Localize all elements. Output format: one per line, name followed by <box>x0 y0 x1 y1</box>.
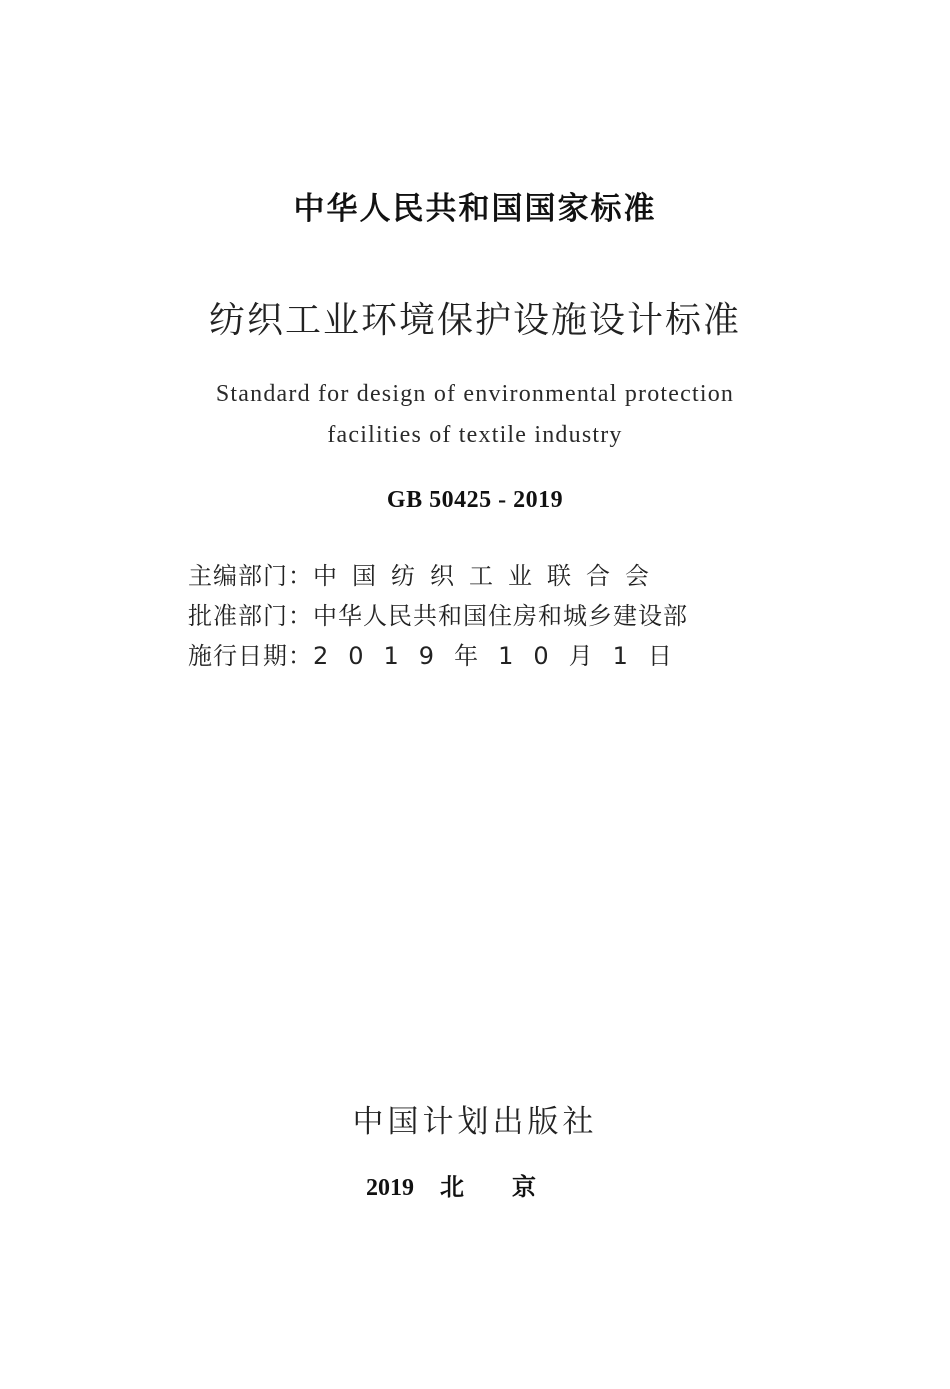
publication-year-city <box>0 1167 950 1202</box>
publication-city: 北京 <box>440 1172 584 1201</box>
approver-row <box>188 596 692 636</box>
english-title-line-2: facilities of textile industry <box>327 422 623 448</box>
english-title-line-1: Standard for design of environmental protection <box>215 381 735 407</box>
effective-date-row <box>188 636 692 676</box>
standard-series-heading: 中华人民共和国国家标准 <box>293 191 657 227</box>
editor-value: 中国纺织工业联合会 <box>313 562 664 590</box>
approver-value: 中华人民共和国住房和城乡建设部 <box>313 602 688 630</box>
issuing-info <box>188 556 692 676</box>
editor-label: 主编部门： <box>188 562 313 590</box>
publisher-name: 中国计划出版社 <box>352 1104 598 1140</box>
document-title-english <box>0 374 950 456</box>
approver-label: 批准部门： <box>188 602 313 630</box>
effective-date-value: 2019年10月1日 <box>313 642 692 670</box>
effective-date-label: 施行日期： <box>188 642 313 670</box>
editor-row <box>188 556 692 596</box>
document-title-chinese: 纺织工业环境保护设施设计标准 <box>208 300 741 341</box>
standard-code: GB 50425 - 2019 <box>386 487 564 513</box>
publication-year: 2019 <box>366 1175 414 1201</box>
